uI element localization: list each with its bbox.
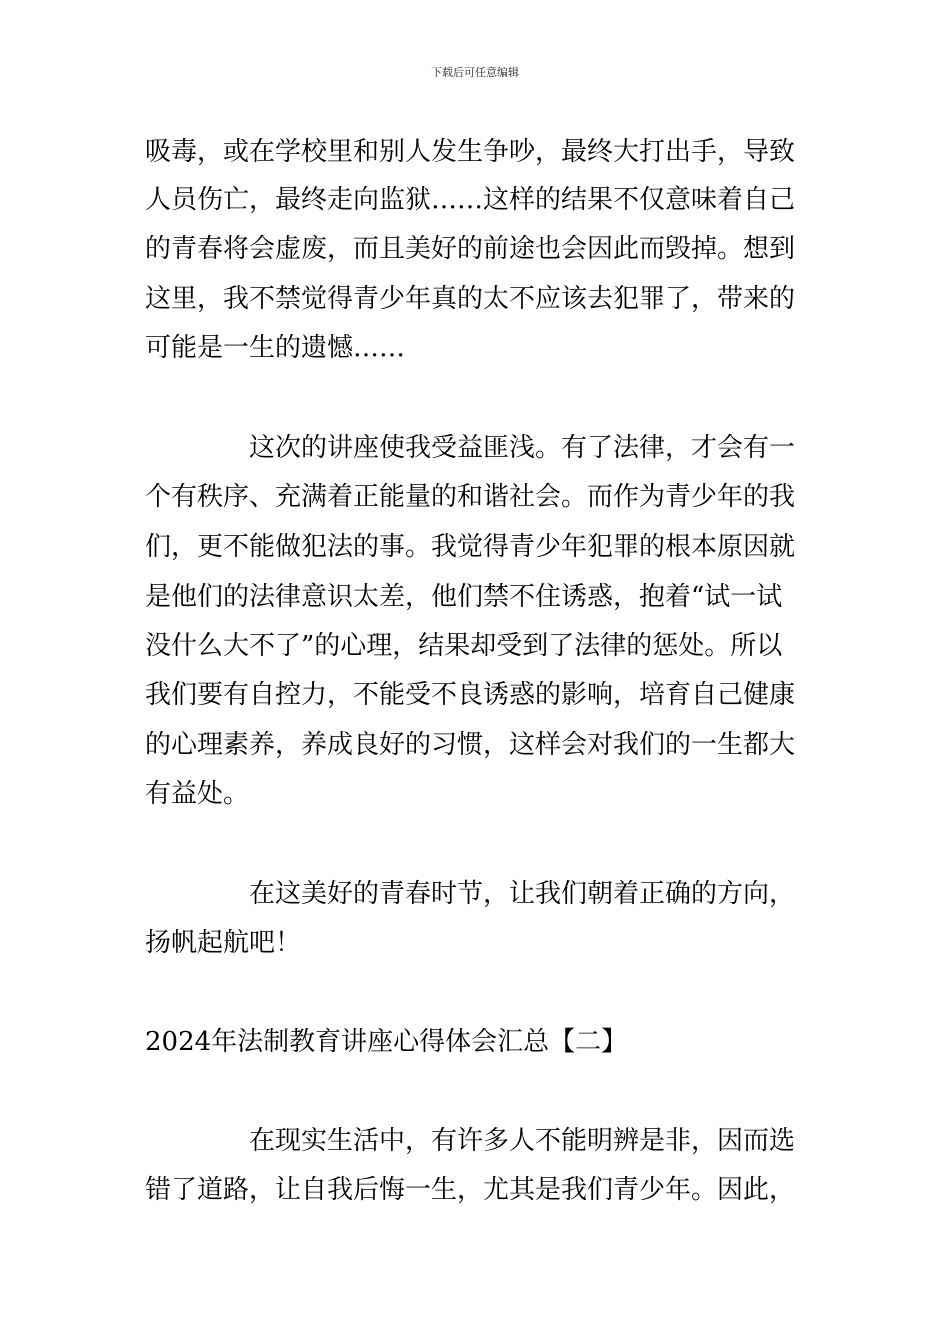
text-line: 是他们的法律意识太差，他们禁不住诱惑，抱着“试一试 bbox=[145, 582, 783, 612]
text-line: 的心理素养，养成良好的习惯，这样会对我们的一生都大 bbox=[145, 730, 796, 760]
text-line: 没什么大不了”的心理，结果却受到了法律的惩处。所以 bbox=[145, 631, 783, 661]
text-line: 这次的讲座使我受益匪浅。有了法律，才会有一 bbox=[249, 433, 796, 463]
section-title: 2024年法制教育讲座心得体会汇总【二】 bbox=[145, 1027, 628, 1057]
text-line: 个有秩序、充满着正能量的和谐社会。而作为青少年的我 bbox=[145, 482, 796, 512]
text-line: 在现实生活中，有许多人不能明辨是非，因而选 bbox=[249, 1126, 796, 1156]
text-line: 扬帆起航吧！ bbox=[145, 928, 302, 958]
text-line: 错了道路，让自我后悔一生，尤其是我们青少年。因此， bbox=[145, 1175, 796, 1205]
text-line: 这里，我不禁觉得青少年真的太不应该去犯罪了，带来的 bbox=[145, 284, 796, 314]
text-line: 吸毒，或在学校里和别人发生争吵，最终大打出手，导致 bbox=[145, 137, 796, 167]
text-line: 人员伤亡，最终走向监狱……这样的结果不仅意味着自己 bbox=[145, 185, 796, 215]
text-line: 可能是一生的遗憾…… bbox=[145, 333, 406, 363]
text-line: 在这美好的青春时节，让我们朝着正确的方向， bbox=[249, 879, 796, 909]
text-line: 们，更不能做犯法的事。我觉得青少年犯罪的根本原因就 bbox=[145, 532, 796, 562]
text-line: 的青春将会虚废，而且美好的前途也会因此而毁掉。想到 bbox=[145, 234, 796, 264]
text-line: 我们要有自控力，不能受不良诱惑的影响，培育自己健康 bbox=[145, 680, 796, 710]
text-line: 有益处。 bbox=[145, 779, 250, 809]
page-header: 下载后可任意编辑 bbox=[431, 66, 519, 79]
